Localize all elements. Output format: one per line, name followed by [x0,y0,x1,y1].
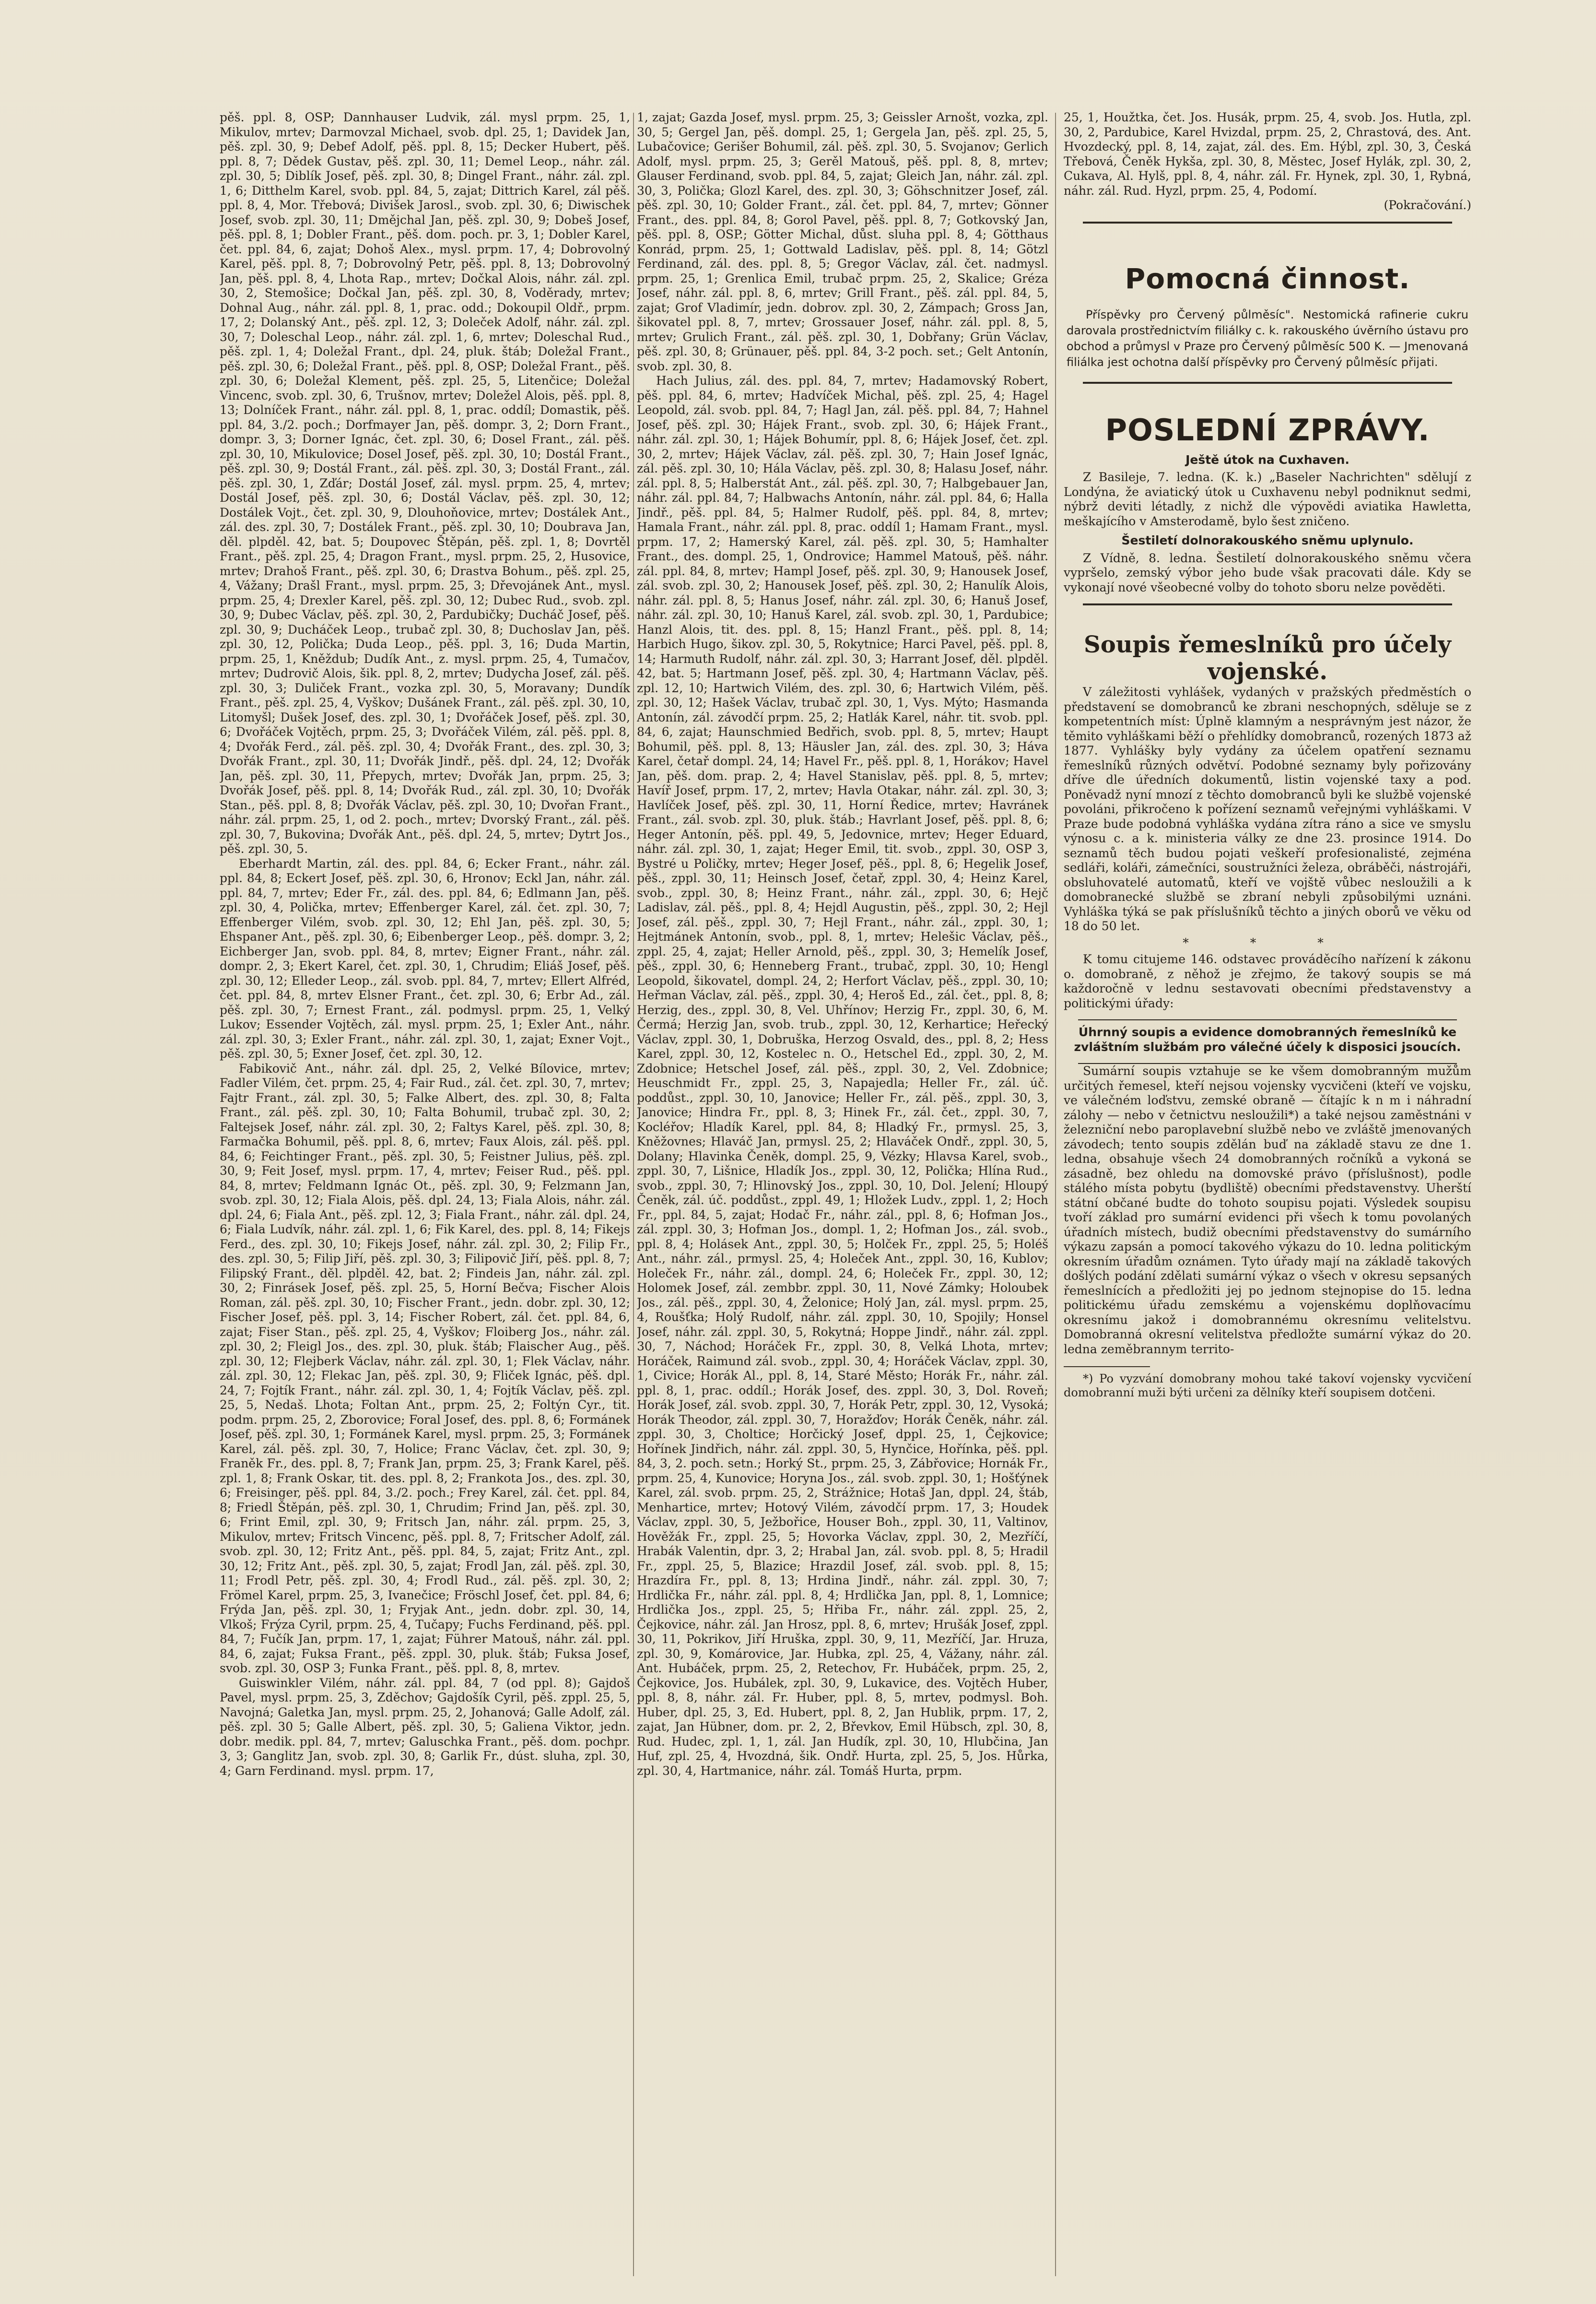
footnote: *) Po vyzvání domobrany mohou také takoví vojensky vycvičení domobranní muži býti určeni za dělníky kteří soupisem dotčeni. [1064,1372,1471,1399]
casualty-list-e: Eberhardt Martin, zál. des. ppl. 84, 6; Ecker Frant., náhr. zál. ppl. 84, 8; Eckert Josef, pěš. zpl. 30, 6, Hronov; Eckl Jan, náhr. zál. ppl. 84, 7, mrtev; Eder Fr., zál. des. ppl. 84, 6; Edlmann Jan, pěš. zpl. 30, 4, Polička, mrtev; Effenberger Karel, zál. čet. zpl. 30, 7; Effenberger Vilém, svob. zpl. 30, 12; Ehl Jan, pěš. zpl. 30, 5; Ehspaner Ant., pěš. zpl. 30, 6; Eibenberger Leop., pěš. dompr. 3, 2; Eichberger Jan, svob. ppl. 84, 8, mrtev; Eigner Frant., náhr. zál. dompr. 2, 3; Ekert Karel, čet. zpl. 30, 1, Chrudim; Eliáš Josef, pěš. zpl. 30, 12; Elleder Leop., zál. svob. ppl. 84, 7, mrtev; Ellert Alfréd, čet. ppl. 84, 8, mrtev Elsner Frant., čet. zpl. 30, 6; Erbr Ad., zál. pěš. zpl. 30, 7; Ernest Frant., zál. podmysl. prpm. 25, 1, Velký Lukov; Essender Vojtěch, zál. mysl. prpm. 25, 1; Exler Ant., náhr. zál. zpl. 30, 3; Exler Frant., náhr. zál. zpl. 30, 1, zajat; Exner Vojt., pěš. zpl. 30, 5; Exner Josef, čet. zpl. 30, 12. [220,856,630,1061]
news-column [1064,110,1471,2279]
continuation-note: (Pokračování.) [1384,198,1471,212]
casualty-list-d: pěš. ppl. 8, OSP; Dannhauser Ludvik, zál. mysl prpm. 25, 1, Mikulov, mrtev; Darmovzal Michael, svob. dpl. 25, 1; Davidek Jan, pěš. zpl. 30, 9; Debef Adolf, pěš. ppl. 8, 15; Decker Hubert, pěš. ppl. 8, 7; Dědek Gustav, pěš. zpl. 30, 11; Demel Leop., náhr. zál. zpl. 30, 5; Diblík Josef, pěš. zpl. 30, 8; Dingel Frant., náhr. zál. zpl. 1, 6; Ditthelm Karel, svob. ppl. 84, 5, zajat; Dittrich Karel, zál pěš. ppl. 8, 4, Mor. Třebová; Divišek Jarosl., svob. zpl. 30, 6; Diwischek Josef, svob. zpl. 30, 11; Dmějchal Jan, pěš. zpl. 30, 9; Dobeš Josef, pěš. ppl. 8, 1; Dobler Frant., pěš. dom. poch. pr. 3, 1; Dobler Karel, čet. ppl. 84, 6, zajat; Dohoš Alex., mysl. prpm. 17, 4; Dobrovolný Karel, pěš. ppl. 8, 7; Dobrovolný Petr, pěš. ppl. 8, 13; Dobrovolný Jan, pěš. ppl. 8, 4, Lhota Rap., mrtev; Dočkal Alois, náhr. zál. zpl. 30, 2, Stemošice; Dočkal Jan, pěš. zpl. 30, 8, Voděrady, mrtev; Dohnal Aug., náhr. zál. ppl. 8, 1, prac. odd.; Dokoupil Oldř., prpm. 17, 2; Dolanský Ant., pěš. zpl. 12, 3; Doleček Adolf, náhr. zál. zpl. 30, 7; Doleschal Leop., náhr. zál. zpl. 1, 6, mrtev; Doleschal Rud., pěš. zpl. 1, 4; Doležal Frant., dpl. 24, pluk. štáb; Doležal Frant., pěš. zpl. 30, 6; Doležal Frant., pěš. ppl. 8, OSP; Doležal Frant., pěš. zpl. 30, 6; Doležal Klement, pěš. zpl. 25, 5, Litenčice; Doležal Vincenc, svob. zpl. 30, 6, Trušnov, mrtev; Doležel Alois, pěš. ppl. 8, 13; Dolníček Frant., náhr. zál. ppl. 8, 1, prac. oddíl; Domastik, pěš. ppl. 84, 3./2. poch.; Dorfmayer Jan, pěš. dompr. 3, 2; Dorn Frant., dompr. 3, 3; Dorner Ignác, čet. zpl. 30, 6; Dosel Frant., zál. pěš. zpl. 30, 10, Mikulovice; Dosel Josef, pěš. zpl. 30, 10; Dostál Frant., pěš. zpl. 30, 9; Dostál Frant., zál. pěš. zpl. 30, 3; Dostál Frant., zál. pěš. zpl. 30, 1, Zďár; Dostál Josef, zál. mysl. prpm. 25, 4, mrtev; Dostál Josef, pěš. zpl. 30, 6; Dostál Václav, pěš. zpl. 30, 12; Dostálek Vojt., čet. zpl. 30, 9, Dlouhoňovice, mrtev; Dostálek Ant., zál. des. zpl. 30, 7; Dostálek Frant., pěš. zpl. 30, 10; Doubrava Jan, děl. plpděl. 42, bat. 5; Doupovec Štěpán, pěš. zpl. 1, 8; Dovrtěl Frant., pěš. zpl. 25, 4; Dragon Frant., mysl. prpm. 25, 2, Husovice, mrtev; Drahoš Frant., pěš. zpl. 30, 6; Drastva Bohum., pěš. zpl. 25, 4, Vážany; Drašl Frant., mysl. prpm. 25, 3; Dřevojánek Ant., mysl. prpm. 25, 4; Drexler Karel, pěš. zpl. 30, 12; Dubec Rud., svob. zpl. 30, 9; Dubec Václav, pěš. zpl. 30, 2, Pardubičky; Ducháč Josef, pěš. zpl. 30, 9; Ducháček Leop., trubač zpl. 30, 8; Duchoslav Jan, pěš. zpl. 30, 12, Polička; Duda Leop., pěš. ppl. 3, 16; Duda Martin, prpm. 25, 1, Kněždub; Dudík Ant., z. mysl. prpm. 25, 4, Tumačov, mrtev; Dudrovič Alois, šik. ppl. 8, 2, mrtev; Dudycha Josef, zál. pěš. zpl. 30, 3; Duliček Frant., vozka zpl. 30, 5, Moravany; Dundík Frant., pěš. zpl. 25, 4, Vyškov; Dušánek Frant., zál. pěš. zpl. 30, 10, Litomyšl; Dušek Josef, des. zpl. 30, 1; Dvořáček Josef, pěš. zpl. 30, 6; Dvořáček Vojtěch, prpm. 25, 3; Dvořáček Vilém, zál. pěš. ppl. 8, 4; Dvořák Ferd., zál. pěš. zpl. 30, 4; Dvořák Frant., des. zpl. 30, 3; Dvořák Frant., zpl. 30, 11; Dvořák Jindř., pěš. dpl. 24, 12; Dvořák Jan, pěš. zpl. 30, 11, Přepych, mrtev; Dvořák Jan, prpm. 25, 3; Dvořák Josef, pěš. ppl. 8, 14; Dvořák Rud., zál. zpl. 30, 10; Dvořák Stan., pěš. ppl. 8, 8; Dvořák Václav, pěš. zpl. 30, 10; Dvořan Frant., náhr. zál. prpm. 25, 1, od 2. poch., mrtev; Dvorský Frant., zál. pěš. zpl. 30, 7, Bukovina; Dvořák Ant., pěš. dpl. 24, 5, mrtev; Dytrt Jos., pěš. zpl. 30, 5. [220,110,630,856]
soupis-paragraph-1: V záležitosti vyhlášek, vydaných v pražských předměstích o představení se domobranců ke zbrani neschopných, sděluje se z kompetentních míst: Úplně klamným a nesprávným jest názor, že těmito vyhláškami běží o přehlídky domobranců, rozených 1873 až 1877. Vyhlášky byly vydány za účelem opatření seznamu řemeslníků různých odvětví. Podobné seznamy byly pořizovány dříve dle úředních dokumentů, listin vojenské taxy a pod. Poněvadž nyní mnozí z těchto domobranců byli ke službě vojenské povoláni, přikročeno k pořízení seznamů veřejnými vyhláškami. V Praze bude podobná vyhláška vydána zítra ráno a sice ve smyslu výnosu c. a k. ministeria války ze dne 23. prosince 1914. Do seznamů těch budou pojati veškeří profesionalisté, zejména sedláři, koláři, zámečníci, soustružníci železa, obráběči, nástrojáři, obsluhovatelé automatů, kteří ve vojště vůbec nesloužili a k domobranecké službě se zbraní nebyli způsobilými uznáni. Vyhláška týká se pak příslušníků těchto a jiných oborů ve věku od 18 do 50 let. [1064,685,1471,933]
pomocna-cinnost-headline: Pomocná činnost. [1125,262,1410,295]
casualty-list-column-2 [637,110,1048,2279]
section-divider [1083,603,1452,605]
casualty-list-h-end: 25, 1, Houžtka, čet. Jos. Husák, prpm. 25, 4, svob. Jos. Hutla, zpl. 30, 2, Pardubice, Karel Hvizdal, prpm. 25, 2, Chrastová, des. Ant. Hvozdecký, ppl. 8, 14, zajat, zál. des. Em. Hýbl, zpl. 30, 3, Česká Třebová, Čeněk Hykša, zpl. 30, 8, Městec, Josef Hylák, zpl. 30, 2, Cukava, Al. Hylš, ppl. 8, 4, náhr. zál. Fr. Hynek, zpl. 30, 1, Rybná, náhr. zál. Rud. Hyzl, prpm. 25, 4, Podomí. [1064,110,1471,198]
asterism-separator: * * * [1183,935,1352,950]
casualty-list-h: Hach Julius, zál. des. ppl. 84, 7, mrtev; Hadamovský Robert, pěš. ppl. 84, 6, mrtev; Hadvíček Michal, pěš. zpl. 25, 4; Hagel Leopold, zál. svob. ppl. 84, 7; Hagl Jan, zál. pěš. ppl. 84, 7; Hahnel Josef, pěš. zpl. 30; Hájek Frant., svob. zpl. 30, 6; Hájek Frant., náhr. zál. zpl. 30, 1; Hájek Bohumír, ppl. 8, 6; Hájek Josef, čet. zpl. 30, 2, mrtev; Hájek Václav, zál. pěš. zpl. 30, 7; Hain Josef Ignác, zál. pěš. zpl. 30, 10; Hála Václav, pěš. zpl. 30, 8; Halasu Josef, náhr. zál. ppl. 8, 5; Halberstát Ant., zál. pěš. zpl. 30, 7; Halbgebauer Jan, náhr. zál. ppl. 84, 7; Halbwachs Antonín, náhr. zál. ppl. 84, 6; Halla Jindř., pěš. ppl. 84, 5; Halmer Rudolf, pěš. ppl. 84, 8, mrtev; Hamala Frant., náhr. zál. ppl. 8, prac. oddíl 1; Hamam Frant., mysl. prpm. 17, 2; Hamerský Karel, zál. pěš. zpl. 30, 5; Hamhalter Frant., des. dompl. 25, 1, Ondrovice; Hammel Matouš, pěš. náhr. zál. ppl. 84, 8, mrtev; Hampl Josef, pěš. zpl. 30, 9; Hanousek Josef, zál. svob. zpl. 30, 2; Hanousek Josef, pěš. zpl. 30, 2; Hanulík Alois, náhr. zál. ppl. 8, 5; Hanus Josef, náhr. zál. zpl. 30, 6; Hanuš Josef, náhr. zál. zpl. 30, 10; Hanuš Karel, zál. svob. zpl. 30, 1, Pardubice; Hanzl Alois, tit. des. ppl. 8, 15; Hanzl Frant., pěš. ppl. 8, 14; Harbich Hugo, šikov. zpl. 30, 5, Rokytnice; Harci Pavel, pěš. ppl. 8, 14; Harmuth Rudolf, náhr. zál. zpl. 30, 3; Harrant Josef, děl. plpděl. 42, bat. 5; Hartmann Josef, pěš. zpl. 30, 4; Hartmann Václav, pěš. zpl. 12, 10; Hartwich Vilém, des. zpl. 30, 6; Hartwich Vilém, pěš. zpl. 30, 12; Hašek Václav, trubač zpl. 30, 1, Vys. Mýto; Hasmanda Antonín, zál. závodčí prpm. 25, 2; Hatlák Karel, náhr. tit. svob. ppl. 84, 6, zajat; Haunschmied Bedřich, svob. ppl. 8, 5, mrtev; Haupt Bohumil, pěš. ppl. 8, 13; Häusler Jan, zál. des. zpl. 30, 3; Háva Karel, četař dompl. 24, 14; Havel Fr., pěš. ppl. 8, 1, Horákov; Havel Jan, pěš. dom. prap. 2, 4; Havel Stanislav, pěš. ppl. 8, 5, mrtev; Havíř Josef, prpm. 17, 2, mrtev; Havla Otakar, náhr. zál. zpl. 30, 3; Havlíček Josef, pěš. zpl. 30, 11, Horní Ředice, mrtev; Havránek Frant., zál. svob. zpl. 30, pluk. štáb.; Havrlant Josef, pěš. ppl. 8, 6; Heger Antonín, pěš. ppl. 49, 5, Jedovnice, mrtev; Heger Eduard, náhr. zál. zpl. 30, 1, zajat; Heger Emil, tit. svob., zppl. 30, OSP 3, Bystré u Poličky, mrtev; Heger Josef, pěš., ppl. 8, 6; Hegelik Josef, pěš., zppl. 30, 11; Heinsch Josef, četař, zppl. 30, 4; Heinz Karel, svob., zppl. 30, 8; Heinz Frant., náhr. zál., zppl. 30, 6; Hejč Ladislav, zál. pěš., ppl. 8, 4; Hejdl Augustin, pěš., zppl. 30, 2; Hejl Josef, zál. pěš., zppl. 30, 7; Hejl Frant., náhr. zál., zppl. 30, 1; Hejtmánek Antonín, svob., ppl. 8, 1, mrtev; Helešic Václav, pěš., zppl. 25, 4, zajat; Heller Arnold, pěš., zppl. 30, 3; Hemelík Josef, pěš., zppl. 30, 6; Henneberg Frant., trubač, zppl. 30, 10; Hengl Leopold, šikovatel, dompl. 24, 2; Herfort Václav, pěš., zppl. 30, 10; Heřman Václav, zál. pěš., zppl. 30, 4; Heroš Ed., zál. čet., ppl. 8, 8; Herzig, des., zppl. 30, 8, Vel. Uhřínov; Herzig Fr., zppl. 30, 6, M. Čermá; Herzig Jan, svob. trub., zppl. 30, 12, Kerhartice; Heřecký Václav, zppl. 30, 1, Dobruška, Herzog Osvald, des., ppl. 8, 2; Hess Karel, zppl. 30, 12, Kostelec n. O., Hetschel Ed., zppl. 30, 2, M. Zdobnice; Hetschel Josef, zál. pěš., zppl. 30, 2, Vel. Zdobnice; Heuschmidt Fr., zppl. 25, 3, Napajedla; Heller Fr., zál. úč. poddůst., zppl. 30, 10, Janovice; Heller Fr., zál. pěš., zppl. 30, 3, Janovice; Hindra Fr., ppl. 8, 3; Hinek Fr., zál. čet., zppl. 30, 7, Kocléřov; Hladík Karel, ppl. 84, 8; Hladký Fr., prmysl. 25, 3, Kněžovnes; Hlaváč Jan, prmysl. 25, 2; Hlaváček Ondř., zppl. 30, 5, Dolany; Hlavinka Čeněk, dompl. 25, 9, Vézky; Hlavsa Karel, svob., zppl. 30, 7, Lišnice, Hladík Jos., zppl. 30, 12, Polička; Hlína Rud., svob., zppl. 30, 7; Hlinovský Jos., zppl. 30, 10, Dol. Jelení; Hloupý Čeněk, zál. úč. poddůst., zppl. 49, 1; Hložek Ludv., zppl. 1, 2; Hoch Fr., ppl. 84, 5, zajat; Hodač Fr., náhr. zál., ppl. 8, 6; Hofman Jos., zál. zppl. 30, 3; Hofman Jos., dompl. 1, 2; Hofman Jos., zál. svob., ppl. 8, 4; Holásek Ant., zppl. 30, 5; Holček Fr., zppl. 25, 5; Holéš Ant., náhr. zál., prmysl. 25, 4; Holeček Ant., zppl. 30, 16, Kublov; Holeček Fr., náhr. zál., dompl. 24, 6; Holeček Fr., zppl. 30, 12; Holomek Josef, zál. zembbr. zppl. 30, 11, Nové Zámky; Holoubek Jos., zál. pěš., zppl. 30, 4, Želonice; Holý Jan, zál. mysl. prpm. 25, 4, Roušťka; Holý Rudolf, náhr. zál. zppl. 30, 10, Spojily; Honsel Josef, náhr. zál. zppl. 30, 5, Rokytná; Hoppe Jindř., náhr. zál. zppl. 30, 7, Náchod; Horáček Fr., zppl. 30, 8, Velká Lhota, mrtev; Horáček, Raimund zál. svob., zppl. 30, 4; Horáček Václav, zppl. 30, 1, Civice; Horák Al., ppl. 8, 14, Staré Město; Horák Fr., náhr. zál. ppl. 8, 1, prac. oddíl.; Horák Josef, des. zppl. 30, 3, Dol. Roveň; Horák Josef, zál. svob. zppl. 30, 7, Horák Petr, zppl. 30, 12, Vysoká; Horák Theodor, zál. zppl. 30, 7, Horažďov; Horák Čeněk, náhr. zál. zppl. 30, 3, Choltice; Horčický Josef, dppl. 25, 1, Čejkovice; Hořínek Jindřich, náhr. zál. zppl. 30, 5, Hynčice, Hořínka, pěš. ppl. 84, 3, 2. poch. setn.; Horký St., prpm. 25, 3, Zábřovice; Hornák Fr., prpm. 25, 4, Kunovice; Horyna Jos., zál. svob. zppl. 30, 1; Hošťýnek Karel, zál. svob. prpm. 25, 2, Strážnice; Hotaš Jan, dppl. 24, štáb, Menhartice, mrtev; Hotový Vilém, závodčí prpm. 17, 3; Houdek Václav, zppl. 30, 5, Ježbořice, Houser Boh., zppl. 30, 11, Valtinov, Hověžák Fr., zppl. 25, 5; Hovorka Václav, zppl. 30, 2, Mezříčí, Hrabák Valentin, dpr. 3, 2; Hrabal Jan, zál. svob. ppl. 8, 5; Hradil Fr., zppl. 25, 5, Blazice; Hrazdil Josef, zál. svob. ppl. 8, 15; Hrazdíra Fr., ppl. 8, 13; Hrdina Jindř., náhr. zál. zppl. 30, 7; Hrdlička Fr., náhr. zál. ppl. 8, 4; Hrdlička Jan, ppl. 8, 1, Lomnice; Hrdlička Jos., zppl. 25, 5; Hřiba Fr., náhr. zál. zppl. 25, 2, Čejkovice, náhr. zál. Jan Hrosz, ppl. 8, 6, mrtev; Hrušák Josef, zppl. 30, 11, Pokrikov, Jiří Hruška, zppl. 30, 9, 11, Mezříčí, Jar. Hruza, zpl. 30, 9, Komárovice, Jar. Hubka, zpl. 25, 4, Vážany, náhr. zál. Ant. Hubáček, prpm. 25, 2, Retechov, Fr. Hubáček, prpm. 25, 2, Čejkovice, Jos. Hubálek, zpl. 30, 9, Lukavice, des. Vojtěch Huber, ppl. 8, 8, náhr. zál. Fr. Huber, ppl. 8, 5, mrtev, podmysl. Boh. Huber, dpl. 25, 3, Ed. Hubert, ppl. 8, 2, Jan Hublik, prpm. 17, 2, zajat, Jan Hübner, dom. pr. 2, 2, Břevkov, Emil Hübsch, zpl. 30, 8, Rud. Hudec, zpl. 1, 1, zál. Jan Hudík, zpl. 30, 10, Hlubčina, Jan Huf, zpl. 25, 4, Hvozdná, šik. Ondř. Hurta, zpl. 25, 5, Jos. Hůrka, zpl. 30, 4, Hartmanice, náhr. zál. Tomáš Hurta, prpm. [637,374,1048,1778]
column-rule [633,113,634,2276]
casualty-list-column-1 [220,110,630,2279]
soupis-remeslniku-headline: Soupis řemeslníků pro účely vojenské. [1084,631,1451,685]
news-cuxhaven-text: Z Basileje, 7. ledna. (K. k.) „Baseler Nachrichten" sdělují z Londýna, že aviatický útok u Cuxhavenu nebyl podniknut sedmi, nýbrž deviti létadly, z nichž dle výpovědi aviatika Hawletta, meškajícího v Amsterodamě, bylo šest zničeno. [1064,470,1471,528]
casualty-list-g: Guiswinkler Vilém, náhr. zál. ppl. 84, 7 (od ppl. 8); Gajdoš Pavel, mysl. prpm. 25, 3, Zděchov; Gajdošík Cyril, pěš. zppl. 25, 5, Navojná; Galetka Jan, mysl. prpm. 25, 2, Johanová; Galle Adolf, zál. pěš. zpl. 30 5; Galle Albert, pěš. zpl. 30, 5; Galiena Viktor, jedn. dobr. medik. ppl. 84, 7, mrtev; Galuschka Frant., pěš. dom. pochpr. 3, 3; Ganglitz Jan, svob. zpl. 30, 8; Garlik Fr., dúst. sluha, zpl. 30, 4; Garn Ferdinand. mysl. prpm. 17, [220,1676,630,1778]
soupis-paragraph-2: K tomu citujeme 146. odstavec prováděcího nařízení k zákonu o. domobraně, z něhož je zřejmo, že takový soupis se má každoročně v lednu sestavovati obecními představenstvy a politickými úřady: [1064,952,1471,1010]
soupis-paragraph-3: Sumární soupis vztahuje se ke všem domobranným mužům určitých řemesel, kteří nejsou vojensky vycvičeni (kteří ve vojsku, ve válečném loďstvu, zemské obraně — čítajíc k n m i náhradní zálohy — nebo v četnictvu nesloužili*) a také nejsou zaměstnáni v železniční nebo paroplavební službě nebo ve zvláště jmenovaných závodech; tento soupis zdělán buď na základě stavu ze dne 1. ledna, obsahuje všech 24 domobranných ročníků a vykoná se zásadně, bez ohledu na domovské právo (příslušnost), podle stálého místa pobytu (bydliště) obecními představenstvy. Uherští státní občané budte do tohoto soupisu pojati. Výsledek soupisu tvoří základ pro sumární evidenci při všech k tomu povolaných úřadních místech, budiž obecními představenstvy do sumárního výkazu zapsán a pomocí takového výkazu do 10. ledna politickým okresním úřadům oznámen. Tyto úřady mají na základě takových došlých podání zdělati sumární výkaz o všech v okresu sepsaných řemeslnících a předložiti jej po jednom stejnopise do 15. ledna politickému úřadu zemskému a vojenskému doplňovacímu okresnímu jakož i domobrannému okresnímu velitelstvu. Domobranná okresní velitelstva předložte sumární výkaz do 20. ledna zeměbrannym territo- [1064,1064,1471,1356]
section-divider [1083,222,1452,224]
footnote-rule [1064,1366,1150,1367]
news-subheading-cuxhaven: Ještě útok na Cuxhaven. [1185,452,1350,467]
casualty-list-f: Fabikovič Ant., náhr. zál. dpl. 25, 2, Velké Bílovice, mrtev; Fadler Vilém, čet. prpm. 25, 4; Fair Rud., zál. čet. zpl. 30, 7, mrtev; Fajtr Frant., zál. zpl. 30, 5; Falke Albert, des. zpl. 30, 8; Falta Frant., zál. pěš. zpl. 30, 10; Falta Bohumil, trubač zpl. 30, 2; Faltejsek Josef, náhr. zál. zpl. 30, 2; Faltys Karel, pěš. zpl. 30, 8; Farmačka Bohumil, pěš. ppl. 8, 6, mrtev; Faux Alois, zál. pěš. ppl. 84, 6; Feichtinger Frant., pěš. zpl. 30, 5; Feistner Julius, pěš. zpl. 30, 9; Feit Josef, mysl. prpm. 17, 4, mrtev; Feiser Rud., pěš. ppl. 84, 8, mrtev; Feldmann Ignác Ot., pěš. zpl. 30, 9; Felzmann Jan, svob. zpl. 30, 12; Fiala Alois, pěš. dpl. 24, 13; Fiala Alois, náhr. zál. dpl. 24, 6; Fiala Ant., pěš. zpl. 12, 3; Fiala Frant., náhr. zál. dpl. 24, 6; Fiala Ludvík, náhr. zál. zpl. 1, 6; Fik Karel, des. ppl. 8, 14; Fikejs Ferd., des. zpl. 30, 10; Fikejs Josef, náhr. zál. zpl. 30, 2; Filip Fr., des. zpl. 30, 5; Filip Jiří, pěš. zpl. 30, 3; Filipovič Jiří, pěš. ppl. 8, 7; Filipský Frant., děl. plpděl. 42, bat. 2; Findeis Jan, náhr. zál. zpl. 30, 2; Finrásek Josef, pěš. zpl. 25, 5, Horní Bečva; Fischer Alois Roman, zál. pěš. zpl. 30, 10; Fischer Frant., jedn. dobr. zpl. 30, 12; Fischer Josef, pěš. ppl. 3, 14; Fischer Robert, zál. čet. ppl. 84, 6, zajat; Fiser Stan., pěš. zpl. 25, 4, Vyškov; Floiberg Jos., náhr. zál. zpl. 30, 2; Fleigl Jos., des. zpl. 30, pluk. štáb; Flaischer Aug., pěš. zpl. 30, 12; Flejberk Václav, náhr. zál. zpl. 30, 1; Flek Václav, náhr. zál. zpl. 30, 12; Flekac Jan, pěš. zpl. 30, 9; Fliček Ignác, pěš. dpl. 24, 7; Fojtík Frant., náhr. zál. zpl. 30, 1, 4; Fojtík Václav, pěš. zpl. 25, 5, Nedaš. Lhota; Foltan Ant., prpm. 25, 2; Foltýn Cyr., tit. podm. prpm. 25, 2, Zborovice; Foral Josef, des. ppl. 8, 6; Formánek Josef, pěš. zpl. 30, 1; Formánek Karel, mysl. prpm. 25, 3; Formánek Karel, zál. pěš. zpl. 30, 7, Holice; Franc Václav, čet. zpl. 30, 9; Franěk Fr., des. ppl. 8, 7; Frank Jan, prpm. 25, 3; Frank Karel, pěš. zpl. 1, 8; Frank Oskar, tit. des. ppl. 8, 2; Frankota Jos., des. zpl. 30, 6; Freisinger, pěš. ppl. 84, 3./2. poch.; Frey Karel, zál. čet. ppl. 84, 8; Friedl Štěpán, pěš. zpl. 30, 1, Chrudim; Frind Jan, pěš. zpl. 30, 6; Frint Emil, zpl. 30, 9; Fritsch Jan, náhr. zál. prpm. 25, 3, Mikulov, mrtev; Fritsch Vincenc, pěš. ppl. 8, 7; Fritscher Adolf, zál. svob. zpl. 30, 12; Fritz Ant., pěš. ppl. 84, 5, zajat; Fritz Ant., zpl. 30, 12; Fritz Ant., pěš. zpl. 30, 5, zajat; Frodl Jan, zál. pěš. zpl. 30, 11; Frodl Petr, pěš. zpl. 30, 4; Frodl Rud., zál. pěš. zpl. 30, 2; Frömel Karel, prpm. 25, 3, Ivanečice; Fröschl Josef, čet. ppl. 84, 6; Frýda Jan, pěš. zpl. 30, 1; Fryjak Ant., jedn. dobr. zpl. 30, 14, Vlkoš; Frýza Cyril, prpm. 25, 4, Tučapy; Fuchs Ferdinand, pěš. ppl. 84, 7; Fučík Jan, prpm. 17, 1, zajat; Führer Matouš, náhr. zál. ppl. 84, 6, zajat; Fuksa Frant., pěš. zppl. 30, pluk. štáb; Fuksa Josef, svob. zpl. 30, OSP 3; Funka Frant., pěš. ppl. 8, 8, mrtev. [220,1061,630,1675]
casualty-list-g-cont: 1, zajat; Gazda Josef, mysl. prpm. 25, 3; Geissler Arnošt, vozka, zpl. 30, 5; Gergel Jan, pěš. dompl. 25, 1; Gergela Jan, pěš. zpl. 25, 5, Lubačovice; Gerišer Bohumil, zál. pěš. zpl. 30, 5. Svojanov; Gerlich Adolf, mysl. prpm. 25, 3; Gerěl Matouš, pěš. ppl. 8, 8, mrtev; Glauser Ferdinand, svob. ppl. 84, 5, zajat; Gleich Jan, náhr. zál. zpl. 30, 3, Polička; Glozl Karel, des. zpl. 30, 3; Göhschnitzer Josef, zál. pěš. zpl. 30, 10; Golder Frant., zál. čet. ppl. 84, 7, mrtev; Gönner Frant., des. ppl. 84, 8; Gorol Pavel, pěš. ppl. 8, 7; Gotkovský Jan, pěš. ppl. 8, OSP.; Götter Michal, důst. sluha ppl. 8, 4; Götthaus Konrád, prpm. 25, 1; Gottwald Ladislav, pěš. ppl. 8, 14; Götzl Ferdinand, zál. des. ppl. 8, 5; Gregor Václav, zál. čet. nadmysl. prpm. 25, 1; Grenlica Emil, trubač prpm. 25, 2, Skalice; Gréza Josef, náhr. zál. ppl. 8, 6, mrtev; Grill Frant., pěš. zál. ppl. 84, 5, zajat; Grof Vladimír, jedn. dobrov. zpl. 30, 2, Zámpach; Gross Jan, šikovatel ppl. 8, 7, mrtev; Grossauer Josef, náhr. zál. ppl. 8, 5, mrtev; Grulich Frant., zál. pěš. zpl. 30, 1, Dobřany; Grün Václav, pěš. zpl. 30, 8; Grünauer, pěš. ppl. 84, 3-2 poch. set.; Gelt Antonín, svob. zpl. 30, 8. [637,110,1048,373]
section-divider [1078,1019,1457,1020]
section-divider [1083,382,1452,384]
column-rule [1055,113,1056,2276]
posledni-zpravy-headline: POSLEDNÍ ZPRÁVY. [1105,412,1430,448]
news-subheading-snem: Šestiletí dolnorakouského sněmu uplynulo. [1121,533,1414,547]
soupis-subheading: Úhrnný soupis a evidence domobranných řemeslníků ke zvláštním službám pro válečné účely k disposici jsoucích. [1074,1025,1461,1054]
news-snem-text: Z Vídně, 8. ledna. Šestiletí dolnorakouského sněmu včera vypršelo, zemský výbor jeho bude však pracovati dále. Kdy se vykonají nové všeobecné volby do tohoto sboru nelze pověděti. [1064,551,1471,594]
pomocna-cinnost-text: Příspěvky pro Červený půlměsíc". Nestomická rafinerie cukru darovala prostřednictvím filiálky c. k. rakouského úvěrního ústavu pro obchod a průmysl v Praze pro Červený půlměsíc 500 K. — Jmenovaná filiálka jest ochotna další příspěvky pro Červený půlměsíc přijati. [1067,307,1468,369]
